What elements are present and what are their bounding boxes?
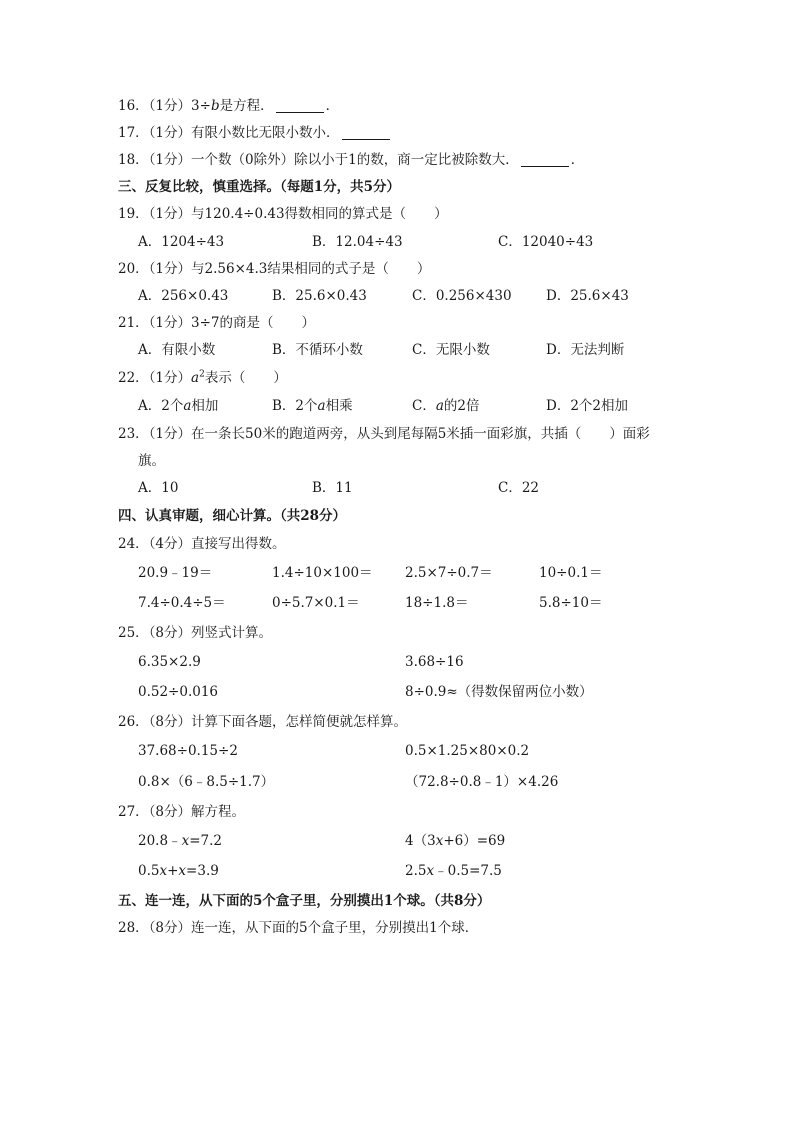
q26-row-2 <box>0 772 794 792</box>
question-text: 3÷7的商是（ <box>191 315 274 331</box>
question-score: （1分） <box>148 315 192 331</box>
option-text: 相乘 <box>325 398 353 414</box>
question-score: （8分） <box>148 625 192 641</box>
question-score: （8分） <box>148 714 192 730</box>
option-a[interactable] <box>138 396 218 416</box>
question-25 <box>118 623 272 643</box>
paren-close: ） <box>301 315 316 331</box>
question-21 <box>118 313 315 333</box>
question-number: 20． <box>118 261 149 277</box>
option-b[interactable] <box>272 396 353 416</box>
variable: x <box>435 833 444 849</box>
option-c[interactable] <box>412 396 480 416</box>
question-text: 计算下面各题，怎样简便就怎样算。 <box>191 714 408 730</box>
question-score: （1分） <box>148 370 192 386</box>
question-text: 连一连，从下面的5个盒子里，分别摸出1个球． <box>191 920 479 936</box>
equation <box>138 861 219 881</box>
section-5-title: 五、连一连，从下面的5个盒子里，分别摸出1个球。（共8分） <box>118 893 491 909</box>
question-text: 与2.56×4.3结果相同的式子是（ <box>191 261 389 277</box>
paren-close: ） <box>416 261 431 277</box>
option-text: A．2个 <box>138 398 184 414</box>
option-d[interactable]: D．25.6×43 <box>546 288 629 304</box>
variable: a <box>183 398 192 414</box>
question-number: 16． <box>118 98 149 114</box>
question-text: 在一条长50米的跑道两旁，从头到尾每隔5米插一面彩旗，共插（ <box>191 426 582 442</box>
question-number: 24． <box>118 536 149 552</box>
question-text: 一个数（0除外）除以小于1的数，商一定比被除数大． <box>191 152 519 168</box>
question-26 <box>118 712 407 732</box>
question-score: （1分） <box>148 206 192 222</box>
equation-text: =7.2 <box>189 833 222 849</box>
question-text: 是方程． <box>219 98 274 114</box>
punctuation: ． <box>570 152 585 168</box>
calc-item: 0÷5.7×0.1＝ <box>272 595 360 611</box>
option-c[interactable]: C．0.256×430 <box>412 288 512 304</box>
calc-item: 2.5×7÷0.7＝ <box>405 565 493 581</box>
question-23 <box>118 424 650 444</box>
variable: x <box>181 833 190 849</box>
calc-item: 0.8×（6﹣8.5÷1.7） <box>138 774 275 790</box>
option-text: C． <box>412 398 436 414</box>
question-27 <box>118 802 245 822</box>
options-19 <box>0 232 794 252</box>
question-number: 25． <box>118 625 149 641</box>
question-score: （1分） <box>148 152 192 168</box>
question-text: 列竖式计算。 <box>191 625 273 641</box>
question-18 <box>118 150 584 170</box>
question-text: 与120.4÷0.43得数相同的算式是（ <box>191 206 407 222</box>
calc-item: 8÷0.9≈（得数保留两位小数） <box>405 684 593 700</box>
exponent: 2 <box>199 369 205 380</box>
question-number: 23． <box>118 426 149 442</box>
question-28 <box>118 918 478 938</box>
section-3-title: 三、反复比较，慎重选择。（每题1分，共5分） <box>118 179 401 195</box>
equation <box>405 831 505 851</box>
question-score: （8分） <box>148 804 192 820</box>
calc-item: 5.8÷10＝ <box>539 595 603 611</box>
calc-item: 18÷1.8＝ <box>405 595 469 611</box>
option-a[interactable]: A．有限小数 <box>138 342 216 358</box>
calc-item: 10÷0.1＝ <box>539 565 603 581</box>
question-score: （8分） <box>148 920 192 936</box>
question-16 <box>118 96 339 116</box>
question-number: 17． <box>118 125 149 141</box>
question-number: 26． <box>118 714 149 730</box>
question-text: 直接写出得数。 <box>191 536 286 552</box>
equation-text: +6）=69 <box>443 833 506 849</box>
question-text: 有限小数比无限小数小． <box>191 125 340 141</box>
option-b[interactable]: B．12.04÷43 <box>312 234 403 250</box>
option-a[interactable]: A．256×0.43 <box>138 288 229 304</box>
answer-blank[interactable] <box>342 125 390 140</box>
question-score: （1分） <box>148 261 192 277</box>
options-22 <box>0 396 794 416</box>
q25-row-2 <box>0 682 794 702</box>
equation-text: 4（3 <box>405 833 436 849</box>
question-number: 19． <box>118 206 149 222</box>
option-c[interactable]: C．22 <box>498 480 540 496</box>
question-number: 22． <box>118 370 149 386</box>
q27-row-1 <box>0 831 794 851</box>
calc-item: 1.4÷10×100＝ <box>272 565 373 581</box>
question-text: 解方程。 <box>191 804 246 820</box>
option-b[interactable]: B．不循环小数 <box>272 342 363 358</box>
option-d[interactable]: D．无法判断 <box>546 342 625 358</box>
section-4-title: 四、认真审题，细心计算。（共28分） <box>118 508 347 524</box>
question-score: （4分） <box>148 536 192 552</box>
equation-text: ﹣0.5=7.5 <box>434 863 502 879</box>
variable: x <box>159 863 168 879</box>
option-b[interactable]: B．25.6×0.43 <box>272 288 367 304</box>
equation-text: =3.9 <box>186 863 219 879</box>
calc-item: 37.68÷0.15÷2 <box>138 743 238 759</box>
equation <box>405 861 502 881</box>
calc-item: 3.68÷16 <box>405 654 464 670</box>
question-number: 18． <box>118 152 149 168</box>
q24-row-2 <box>0 593 794 613</box>
paren-close: ） <box>273 370 287 386</box>
q27-row-2 <box>0 861 794 881</box>
answer-blank[interactable] <box>521 152 569 167</box>
variable: a <box>435 398 444 414</box>
q25-row-1 <box>0 652 794 672</box>
q24-row-1 <box>0 563 794 583</box>
option-c[interactable]: C．12040÷43 <box>498 234 594 250</box>
question-number: 28． <box>118 920 149 936</box>
calc-item: 6.35×2.9 <box>138 654 201 670</box>
option-text: B．2个 <box>272 398 318 414</box>
question-number: 27． <box>118 804 149 820</box>
punctuation: ． <box>325 98 340 114</box>
option-text: 的2倍 <box>443 398 480 414</box>
option-a[interactable]: A．10 <box>138 480 179 496</box>
option-d[interactable]: D．2个2相加 <box>546 398 629 414</box>
question-17 <box>118 123 392 143</box>
question-number: 21． <box>118 315 149 331</box>
equation-text: 0.5 <box>138 863 160 879</box>
calc-item: 0.5×1.25×80×0.2 <box>405 743 530 759</box>
option-a[interactable]: A．1204÷43 <box>138 234 225 250</box>
question-score: （1分） <box>148 125 192 141</box>
question-24 <box>118 534 286 554</box>
option-c[interactable]: C．无限小数 <box>412 342 490 358</box>
question-score: （1分） <box>148 98 192 114</box>
equation-text: 20.8﹣ <box>138 833 182 849</box>
paren-close: ） <box>434 206 448 222</box>
calc-item: （72.8÷0.8﹣1）×4.26 <box>405 774 559 790</box>
options-21 <box>0 340 794 360</box>
variable: a <box>191 370 200 386</box>
equation-text: 2.5 <box>405 863 427 879</box>
question-22 <box>118 368 287 388</box>
question-20 <box>118 259 430 279</box>
question-19 <box>118 204 448 224</box>
calc-item: 20.9﹣19＝ <box>138 565 213 581</box>
answer-blank[interactable] <box>276 98 324 113</box>
question-score: （1分） <box>148 426 192 442</box>
question-text: 3÷ <box>191 98 211 114</box>
question-23-continuation: 旗。 <box>138 453 165 469</box>
calc-item: 7.4÷0.4÷5＝ <box>138 595 226 611</box>
option-text: 相加 <box>191 398 219 414</box>
equation-text: + <box>167 863 179 879</box>
option-b[interactable]: B．11 <box>312 480 353 496</box>
options-20 <box>0 286 794 306</box>
options-23 <box>0 478 794 498</box>
equation <box>138 831 222 851</box>
variable: b <box>210 98 220 114</box>
question-text: ）面彩 <box>609 426 650 442</box>
q26-row-1 <box>0 741 794 761</box>
calc-item: 0.52÷0.016 <box>138 684 219 700</box>
variable: x <box>178 863 187 879</box>
variable: a <box>317 398 326 414</box>
variable: x <box>426 863 435 879</box>
question-text: 表示（ <box>204 370 246 386</box>
